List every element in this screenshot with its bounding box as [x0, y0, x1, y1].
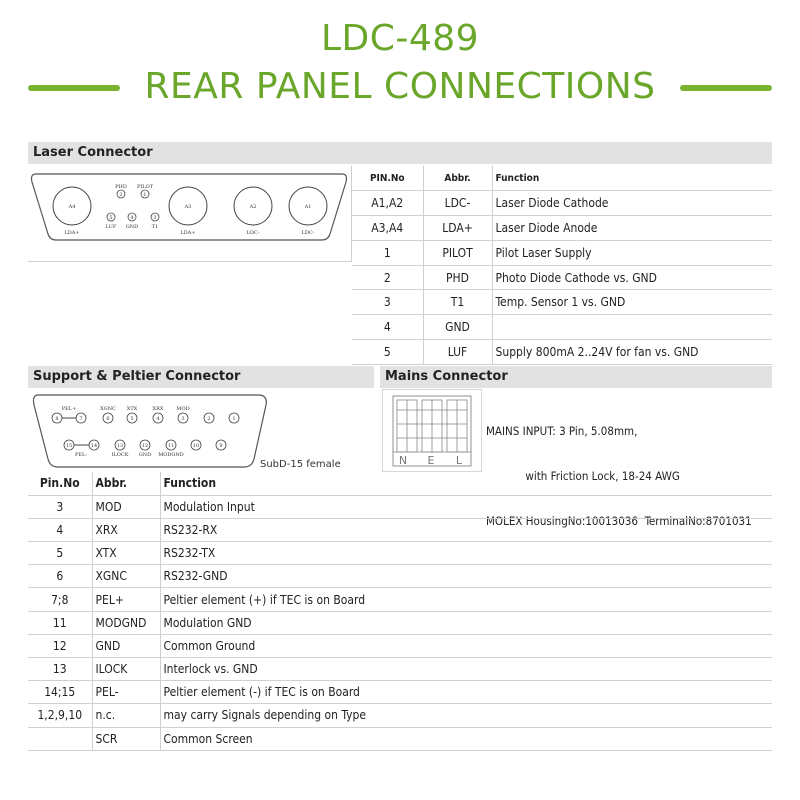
label-lda-mid: LDA+: [180, 230, 196, 236]
mains-line-3: MOLEX HousingNo:10013036 TerminalNo:8701031: [486, 514, 752, 528]
table-row: [28, 704, 772, 727]
cell-function: Laser Diode Anode: [492, 216, 772, 241]
page-subtitle: REAR PANEL CONNECTIONS: [144, 66, 656, 107]
cell-pin: 12: [28, 634, 92, 657]
col-function: Function: [492, 166, 772, 191]
label-xtx: XTX: [126, 406, 138, 412]
label-pin2: 2: [119, 192, 123, 198]
pin-1: 1: [232, 416, 236, 422]
table-row: [352, 265, 772, 290]
cell-abbr: MODGND: [92, 611, 160, 634]
pin-9: 9: [219, 443, 223, 449]
cell-function: Pilot Laser Supply: [492, 240, 772, 265]
cell-function: Supply 800mA 2..24V for fan vs. GND: [492, 340, 772, 365]
cell-abbr: ILOCK: [92, 658, 160, 681]
cell-pin: 4: [352, 315, 423, 340]
label-pel-minus: PEL-: [74, 452, 88, 458]
cell-abbr: LUF: [423, 340, 492, 365]
title-rule-right: [680, 85, 772, 91]
label-pilot: PILOT: [136, 184, 154, 190]
table-row: [352, 340, 772, 365]
label-luf: LUF: [105, 224, 117, 230]
label-gnd: GND: [138, 452, 152, 458]
table-row: [28, 611, 772, 634]
cell-abbr: T1: [423, 290, 492, 315]
pin-6: 6: [106, 416, 110, 422]
pin-15: 15: [65, 443, 73, 449]
cell-pin: 3: [352, 290, 423, 315]
cell-function: Temp. Sensor 1 vs. GND: [492, 290, 772, 315]
support-peltier-heading: Support & Peltier Connector: [28, 366, 374, 388]
pin-2: 2: [207, 416, 211, 422]
mains-line-1: MAINS INPUT: 3 Pin, 5.08mm,: [486, 424, 638, 438]
label-ilock: ILOCK: [111, 452, 129, 458]
cell-function: Photo Diode Cathode vs. GND: [492, 265, 772, 290]
table-row: [28, 634, 772, 657]
laser-connector-heading: Laser Connector: [28, 142, 772, 164]
label-ldc-a2: LDC-: [246, 230, 260, 236]
table-row: [28, 565, 772, 588]
label-phd: PHD: [115, 184, 127, 190]
cell-abbr: SCR: [92, 727, 160, 750]
cell-pin: 7;8: [28, 588, 92, 611]
cell-abbr: GND: [92, 634, 160, 657]
cell-abbr: GND: [423, 315, 492, 340]
page-title: LDC-489: [320, 18, 480, 59]
cell-function: RS232-GND: [160, 565, 772, 588]
table-row: [28, 518, 772, 541]
pin-5: 5: [130, 416, 134, 422]
cell-pin: [28, 727, 92, 750]
cell-pin: A1,A2: [352, 191, 423, 216]
col-pin: Pin.No: [28, 472, 92, 495]
cell-function: may carry Signals depending on Type: [160, 704, 772, 727]
terminal-l: L: [455, 454, 463, 467]
label-pel-plus: PEL+: [61, 406, 77, 412]
table-row: [352, 240, 772, 265]
cell-function: Common Ground: [160, 634, 772, 657]
label-pin3: 3: [153, 215, 157, 221]
table-header-row: [352, 166, 772, 191]
cell-pin: 2: [352, 265, 423, 290]
cell-pin: 1: [352, 240, 423, 265]
label-a1: A1: [304, 204, 312, 210]
mains-connector-heading: Mains Connector: [380, 366, 772, 388]
cell-pin: 13: [28, 658, 92, 681]
pin-13: 13: [116, 443, 124, 449]
table-row: [28, 495, 772, 518]
cell-function: Peltier element (+) if TEC is on Board: [160, 588, 772, 611]
terminal-e: E: [427, 454, 435, 467]
label-mod: MOD: [176, 406, 190, 412]
label-pin5: 5: [109, 215, 113, 221]
cell-function: Modulation Input: [160, 495, 772, 518]
table-row: [352, 315, 772, 340]
pin-11: 11: [167, 443, 175, 449]
table-row: [352, 216, 772, 241]
col-pin: PIN.No: [352, 166, 423, 191]
support-peltier-table: [28, 472, 772, 751]
table-row: [352, 191, 772, 216]
pin-8: 8: [55, 416, 59, 422]
cell-pin: 3: [28, 495, 92, 518]
cell-abbr: PHD: [423, 265, 492, 290]
cell-pin: 11: [28, 611, 92, 634]
pin-14: 14: [90, 443, 98, 449]
cell-pin: 6: [28, 565, 92, 588]
col-function: Function: [160, 472, 772, 495]
subd15-caption: SubD-15 female: [260, 459, 341, 470]
label-a2: A2: [249, 204, 257, 210]
col-abbr: Abbr.: [423, 166, 492, 191]
label-a4: A4: [68, 204, 76, 210]
cell-function: RS232-RX: [160, 518, 772, 541]
pin-7: 7: [79, 416, 83, 422]
label-xrx: XRX: [152, 406, 164, 412]
pin-12: 12: [141, 443, 149, 449]
label-pin4: 4: [130, 215, 134, 221]
label-xgnc: XGNC: [100, 406, 116, 412]
mains-terminal-drawing: [383, 390, 481, 471]
pin-10: 10: [192, 443, 200, 449]
cell-abbr: PILOT: [423, 240, 492, 265]
cell-abbr: PEL+: [92, 588, 160, 611]
cell-function: Interlock vs. GND: [160, 658, 772, 681]
cell-abbr: MOD: [92, 495, 160, 518]
cell-function: Peltier element (-) if TEC is on Board: [160, 681, 772, 704]
cell-function: RS232-TX: [160, 542, 772, 565]
mains-connector-diagram: [382, 389, 482, 472]
table-row: [28, 588, 772, 611]
label-a3: A3: [184, 204, 192, 210]
cell-abbr: LDC-: [423, 191, 492, 216]
laser-connector-table: [352, 166, 772, 365]
label-modgnd: MODGND: [158, 452, 184, 458]
cell-abbr: PEL-: [92, 681, 160, 704]
laser-connector-drawing: [28, 166, 352, 262]
table-row: [28, 681, 772, 704]
mains-line-2: with Friction Lock, 18-24 AWG: [486, 469, 680, 483]
cell-abbr: XTX: [92, 542, 160, 565]
table-row: [28, 542, 772, 565]
cell-abbr: XGNC: [92, 565, 160, 588]
cell-function: Modulation GND: [160, 611, 772, 634]
table-row: [28, 658, 772, 681]
laser-connector-diagram: [28, 166, 352, 262]
cell-function: Common Screen: [160, 727, 772, 750]
pin-4: 4: [156, 416, 160, 422]
cell-pin: 5: [28, 542, 92, 565]
table-row: [352, 290, 772, 315]
cell-abbr: LDA+: [423, 216, 492, 241]
table-row: [28, 727, 772, 750]
cell-function: [492, 315, 772, 340]
cell-pin: 5: [352, 340, 423, 365]
cell-pin: 1,2,9,10: [28, 704, 92, 727]
table-header-row: [28, 472, 772, 495]
cell-pin: 4: [28, 518, 92, 541]
label-ldc-a1: LDC-: [301, 230, 315, 236]
cell-pin: A3,A4: [352, 216, 423, 241]
cell-abbr: XRX: [92, 518, 160, 541]
cell-abbr: n.c.: [92, 704, 160, 727]
label-lda-left: LDA+: [64, 230, 80, 236]
cell-pin: 14;15: [28, 681, 92, 704]
cell-function: Laser Diode Cathode: [492, 191, 772, 216]
label-pin1: 1: [143, 192, 147, 198]
label-t1: T1: [151, 224, 159, 230]
label-gnd: GND: [125, 224, 139, 230]
col-abbr: Abbr.: [92, 472, 160, 495]
pin-3: 3: [181, 416, 185, 422]
terminal-n: N: [398, 454, 408, 467]
